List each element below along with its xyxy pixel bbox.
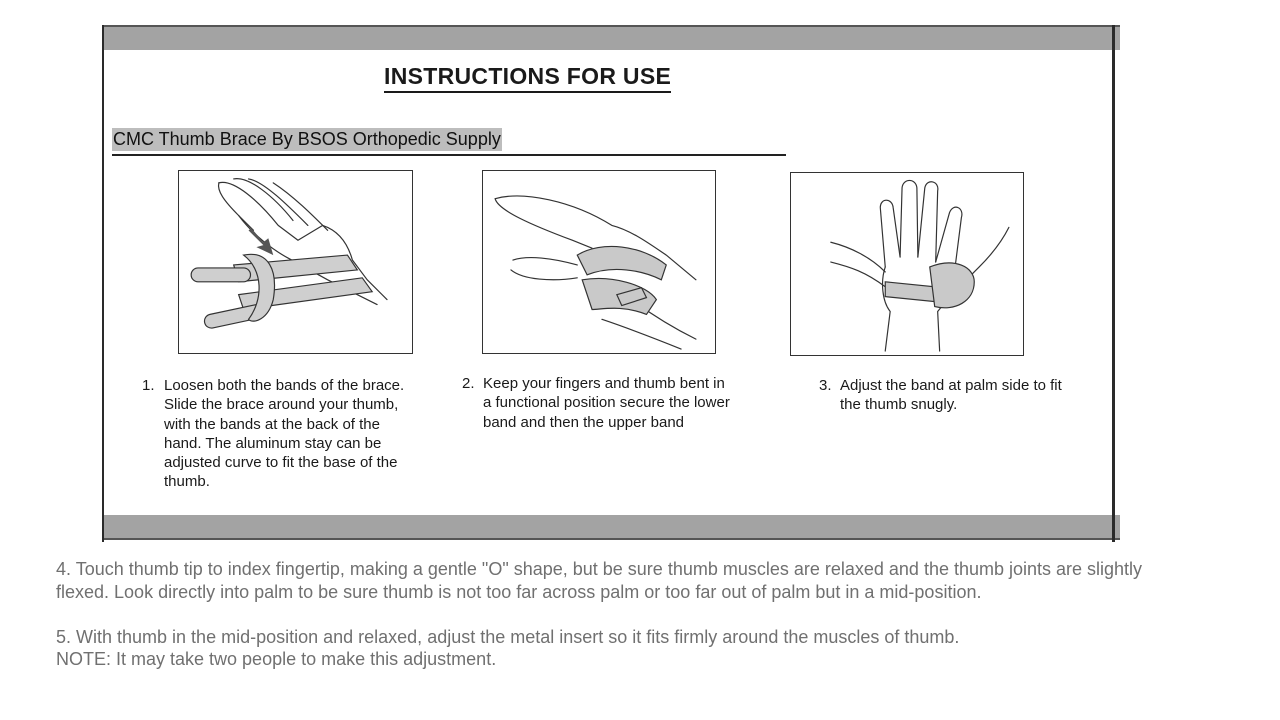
step-4-note: 4. Touch thumb tip to index fingertip, making a gentle "O" shape, but be sure thumb muscles are relaxed and the thumb joints are slightly flexed. Look directly into palm to be sure thumb is not too far across palm or too far out of palm but in a mid-position. [56,559,1143,602]
frame-bottom-bar [102,515,1120,540]
instruction-sheet-image [102,25,1120,542]
step-2-number: 2. [462,375,475,392]
caption-underline [112,154,786,156]
frame-top-bar [102,25,1120,50]
hand-back-brace-icon [179,171,412,353]
step-2-description: Keep your fingers and thumb bent in a functional position secure the lower band and then the upper band [483,375,730,431]
step-1-number: 1. [142,377,155,394]
step-1-description: Loosen both the bands of the brace. Slide the brace around your thumb, with the bands at the back of the hand. The aluminum stay can be adjusted curve to fit the base of the thumb. [164,377,405,491]
additional-instructions [56,558,1236,671]
step-3-illustration [790,172,1024,356]
step-1-illustration [178,170,413,354]
step-3-number: 3. [819,377,832,394]
palm-band-icon [791,173,1023,355]
step-2-text [462,374,730,432]
frame-left-edge [102,25,104,542]
step-3-text [819,376,1062,415]
step-3-description: Adjust the band at palm side to fit the thumb snugly. [840,377,1062,414]
product-caption: CMC Thumb Brace By BSOS Orthopedic Supply [113,129,501,149]
sheet-title: INSTRUCTIONS FOR USE [384,63,671,93]
step-5-note: 5. With thumb in the mid-position and relaxed, adjust the metal insert so it fits firmly around the muscles of thumb. NOTE: It may take two people to make this adjustment. [56,626,960,669]
frame-right-edge [1112,25,1115,542]
step-2-illustration [482,170,716,354]
hand-side-brace-icon [483,171,715,353]
step-1-text [142,376,404,492]
